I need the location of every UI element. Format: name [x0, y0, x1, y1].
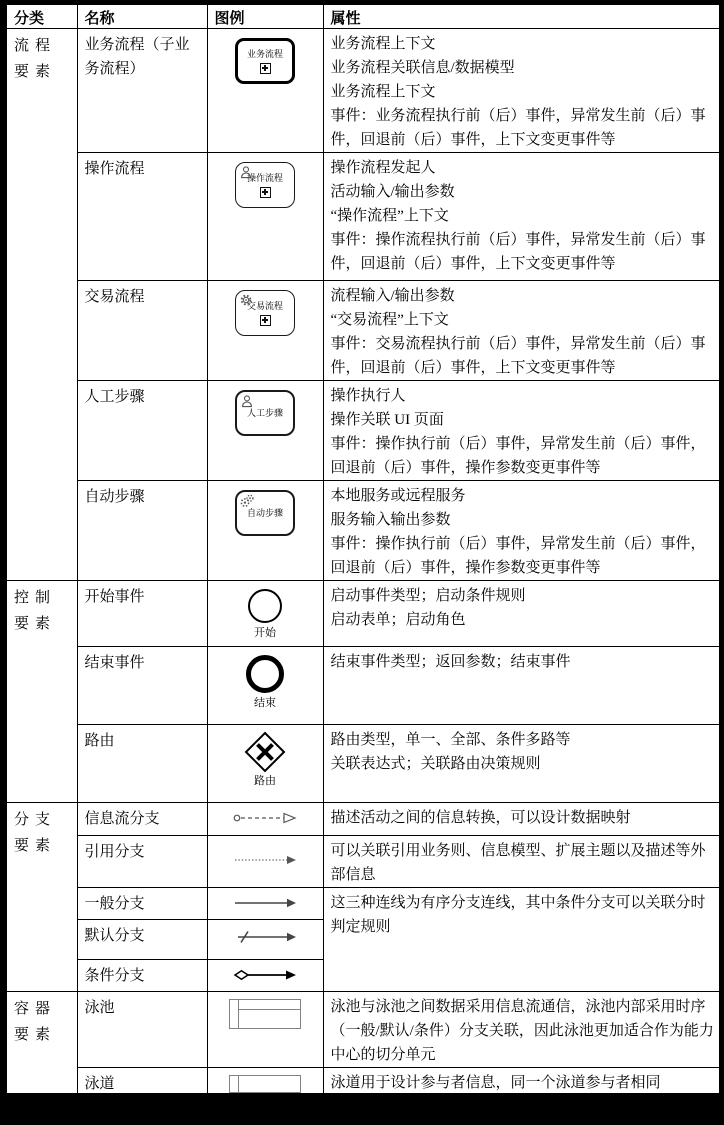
task-icon-label: 业务流程: [246, 48, 283, 59]
attributes-cell: [323, 481, 719, 581]
attribute-line: 流程输入/输出参数: [330, 288, 455, 304]
attribute-line: 路由类型，单一、全部、条件多路等: [330, 732, 571, 748]
name-cell: 自动步骤: [77, 481, 207, 581]
table-row: [6, 888, 719, 920]
attribute-line: 本地服务或远程服务: [330, 488, 466, 504]
expand-icon: [260, 187, 271, 198]
name-cell: 路由: [77, 725, 207, 803]
legend-cell: [207, 920, 323, 960]
gateway-icon: [243, 730, 287, 788]
attributes-cell: [323, 581, 719, 647]
attribute-line: 事件：交易流程执行前（后）事件，异常发生前（后）事件，回退前（后）事件，上下文变更事件等: [330, 336, 706, 376]
name-cell: 操作流程: [77, 153, 207, 281]
attributes-cell: [323, 647, 719, 725]
legend-cell: [207, 481, 323, 581]
attribute-line: 操作执行人: [330, 388, 406, 404]
table-row: [6, 153, 719, 281]
expand-icon: [260, 63, 271, 74]
auto-step-icon: [235, 490, 295, 536]
table-row: [6, 647, 719, 725]
legend-cell: [207, 281, 323, 381]
manual-step-icon: [235, 390, 295, 436]
name-cell: 人工步骤: [77, 381, 207, 481]
default-flow-arrow-icon: [233, 929, 297, 945]
header-legend: 图例: [207, 4, 323, 29]
lane-icon: [229, 1075, 301, 1093]
legend-cell: [207, 836, 323, 888]
attribute-line: “操作流程”上下文: [330, 208, 449, 224]
normal-flow-arrow-icon: [233, 895, 297, 911]
attribute-line: 可以关联引用业务则、信息模型、扩展主题以及描述等外部信息: [330, 843, 706, 883]
transaction-task-icon: [235, 290, 295, 336]
attribute-line: 结束事件类型；返回参数；结束事件: [330, 654, 571, 670]
table-row: [6, 836, 719, 888]
attribute-line: 服务输入输出参数: [330, 512, 451, 528]
legend-cell: [207, 581, 323, 647]
header-name: 名称: [77, 4, 207, 29]
category-cell-container: 容器要素: [6, 992, 77, 1094]
expand-icon: [260, 315, 271, 326]
legend-cell: [207, 1068, 323, 1094]
table-row: [6, 725, 719, 803]
category-cell-process: 流程要素: [6, 29, 77, 581]
name-cell: 条件分支: [77, 960, 207, 992]
attribute-line: 事件：操作执行前（后）事件，异常发生前（后）事件，回退前（后）事件，操作参数变更事件等: [330, 436, 706, 476]
pool-header-bar: [230, 1000, 239, 1028]
person-icon: [240, 394, 254, 408]
table-row: [6, 1068, 719, 1094]
reference-flow-arrow-icon: [233, 852, 297, 868]
header-category: 分类: [6, 4, 77, 29]
lane-header-bar: [230, 1076, 239, 1092]
attributes-cell: [323, 836, 719, 888]
person-icon: [239, 165, 253, 179]
task-icon-label: 自动步骤: [246, 507, 283, 518]
task-icon-label: 交易流程: [246, 300, 283, 311]
subprocess-task-icon: [235, 38, 295, 84]
attribute-line: 启动事件类型；启动条件规则: [330, 588, 526, 604]
table-row: [6, 992, 719, 1068]
attributes-cell: [323, 281, 719, 381]
name-cell: 结束事件: [77, 647, 207, 725]
end-event-circle: [246, 655, 284, 693]
legend-cell: [207, 725, 323, 803]
legend-cell: [207, 960, 323, 992]
attribute-line: 启动表单；启动角色: [330, 612, 466, 628]
gears-icon: [240, 494, 254, 508]
end-event-icon: [246, 655, 284, 710]
legend-cell: [207, 888, 323, 920]
attribute-line: 活动输入/输出参数: [330, 184, 455, 200]
legend-cell: [207, 381, 323, 481]
attribute-line: 操作流程发起人: [330, 160, 436, 176]
name-cell: 默认分支: [77, 920, 207, 960]
task-icon-label: 人工步骤: [246, 407, 283, 418]
table-row: [6, 581, 719, 647]
name-cell: 一般分支: [77, 888, 207, 920]
attributes-cell: [323, 29, 719, 153]
category-cell-branch: 分支要素: [6, 803, 77, 992]
message-flow-arrow-icon: [233, 810, 297, 826]
name-cell: 信息流分支: [77, 803, 207, 836]
task-icon-label: 操作流程: [246, 172, 283, 183]
header-attributes: 属性: [323, 4, 719, 29]
start-event-circle: [248, 589, 282, 623]
attribute-line: 这三种连线为有序分支连线，其中条件分支可以关联分时判定规则: [330, 895, 706, 935]
attribute-line: 关联表达式；关联路由决策规则: [330, 756, 541, 772]
pool-lane-divider: [238, 1009, 300, 1010]
attributes-cell: [323, 992, 719, 1068]
pool-icon: [229, 999, 301, 1029]
table-row: [6, 29, 719, 153]
event-icon-label: 路由: [254, 775, 276, 787]
name-cell: 泳道: [77, 1068, 207, 1094]
attribute-line: 描述活动之间的信息转换，可以设计数据映射: [330, 810, 631, 826]
category-cell-control: 控制要素: [6, 581, 77, 803]
legend-cell: [207, 153, 323, 281]
table-row: [6, 281, 719, 381]
name-cell: 业务流程（子业务流程）: [77, 29, 207, 153]
gateway-diamond-x-icon: [243, 730, 287, 774]
operation-task-icon: [235, 162, 295, 208]
event-icon-label: 结束: [254, 697, 276, 709]
name-cell: 开始事件: [77, 581, 207, 647]
attributes-cell: [323, 381, 719, 481]
attribute-line: 业务流程上下文: [330, 36, 436, 52]
attribute-line: 泳道用于设计参与者信息，同一个泳道参与者相同: [330, 1075, 661, 1091]
legend-cell: [207, 803, 323, 836]
attributes-cell: [323, 725, 719, 803]
header-row: [6, 4, 719, 29]
attributes-cell: [323, 888, 719, 992]
gear-icon: [239, 293, 253, 307]
attribute-line: 业务流程关联信息/数据模型: [330, 60, 515, 76]
element-legend-table-sheet: [5, 3, 719, 1093]
name-cell: 交易流程: [77, 281, 207, 381]
name-cell: 泳池: [77, 992, 207, 1068]
legend-cell: [207, 647, 323, 725]
attributes-cell: [323, 1068, 719, 1094]
start-event-icon: [248, 589, 282, 640]
table-row: [6, 381, 719, 481]
attribute-line: 事件：操作执行前（后）事件，异常发生前（后）事件，回退前（后）事件，操作参数变更事件等: [330, 536, 706, 576]
name-cell: 引用分支: [77, 836, 207, 888]
event-icon-label: 开始: [254, 627, 276, 639]
table-row: [6, 481, 719, 581]
attribute-line: 泳池与泳池之间数据采用信息流通信，泳池内部采用时序（一般/默认/条件）分支关联，因此泳池更加适合作为能力中心的切分单元: [330, 999, 714, 1063]
attribute-line: 事件：操作流程执行前（后）事件，异常发生前（后）事件，回退前（后）事件，上下文变更事件等: [330, 232, 706, 272]
attribute-line: 操作关联 UI 页面: [330, 412, 444, 428]
attribute-line: 业务流程上下文: [330, 84, 436, 100]
conditional-flow-arrow-icon: [233, 967, 297, 983]
attributes-cell: [323, 803, 719, 836]
legend-cell: [207, 29, 323, 153]
element-legend-table: [5, 3, 719, 1093]
attribute-line: 事件：业务流程执行前（后）事件，异常发生前（后）事件，回退前（后）事件，上下文变更事件等: [330, 108, 706, 148]
legend-cell: [207, 992, 323, 1068]
attributes-cell: [323, 153, 719, 281]
table-row: [6, 803, 719, 836]
attribute-line: “交易流程”上下文: [330, 312, 449, 328]
